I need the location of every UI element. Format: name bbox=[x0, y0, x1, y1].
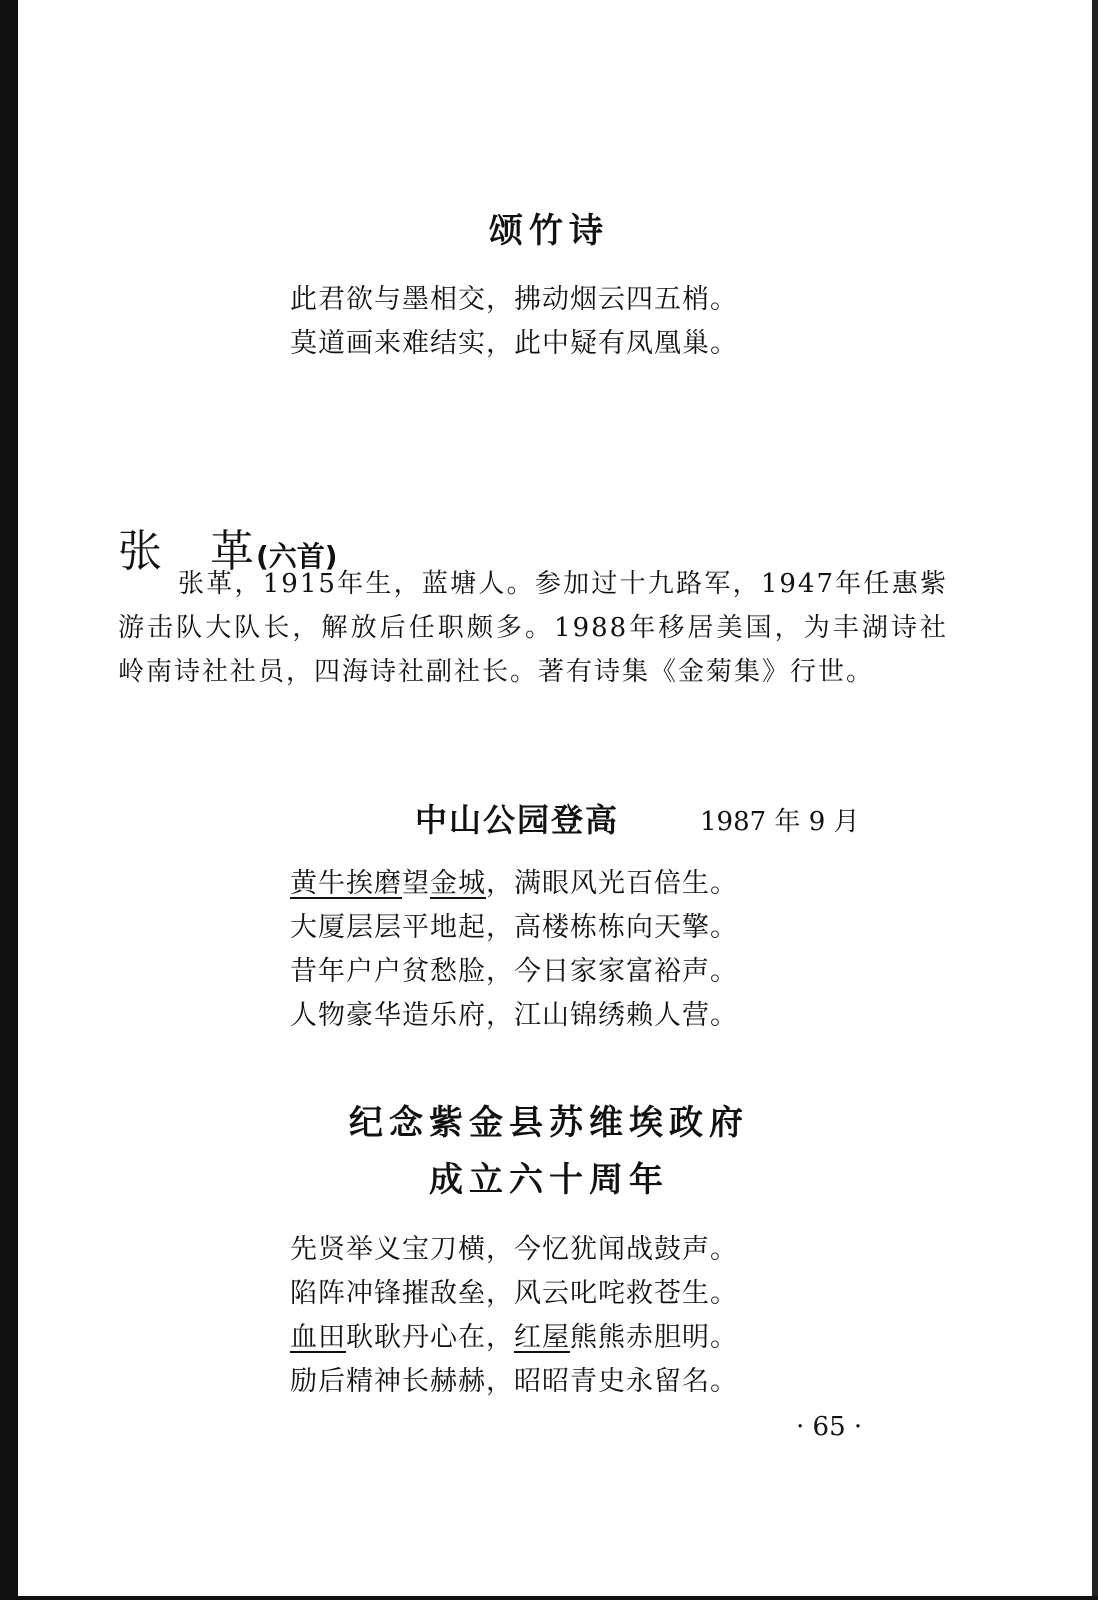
poem-line: 昔年户户贫愁脸，今日家家富裕声。 bbox=[290, 956, 738, 987]
text-segment: ，满眼风光百倍生。 bbox=[486, 868, 738, 899]
poem-line: 大厦层层平地起，高楼栋栋向天擎。 bbox=[290, 912, 738, 943]
underlined-place-name: 金城 bbox=[430, 868, 486, 899]
poem-title-bamboo: 颂竹诗 bbox=[489, 211, 609, 251]
poem-line bbox=[290, 1316, 738, 1360]
poem-count: (六首) bbox=[256, 540, 338, 573]
poem-title-soviet-line1: 纪念紫金县苏维埃政府 bbox=[349, 1103, 749, 1143]
poem-line: 先贤举义宝刀横，今忆犹闻战鼓声。 bbox=[290, 1234, 738, 1265]
scan-edge-bottom bbox=[0, 1596, 1098, 1600]
text-segment: 耿耿丹心在， bbox=[346, 1322, 514, 1353]
poem-zhongshan-body bbox=[290, 862, 738, 1038]
poem-bamboo-body bbox=[290, 278, 738, 366]
poem-title-zhongshan: 中山公园登高 bbox=[415, 801, 620, 839]
poem-line: 人物豪华造乐府，江山锦绣赖人营。 bbox=[290, 1000, 738, 1031]
poem-line: 莫道画来难结实，此中疑有凤凰巢。 bbox=[290, 328, 738, 359]
poem-date: 1987 年 9 月 bbox=[700, 807, 860, 837]
underlined-place-name: 黄牛挨磨 bbox=[290, 868, 402, 899]
poem-line bbox=[290, 862, 738, 906]
underlined-place-name: 红屋 bbox=[514, 1322, 570, 1353]
poem-line: 励后精神长赫赫，昭昭青史永留名。 bbox=[290, 1366, 738, 1397]
underlined-place-name: 血田 bbox=[290, 1322, 346, 1353]
author-bio: 张革，1915年生，蓝塘人。参加过十九路军，1947年任惠紫游击队大队长，解放后任职颇多。1988年移居美国，为丰湖诗社岭南诗社社员，四海诗社副社长。著有诗集《金菊集》行世。 bbox=[118, 569, 948, 687]
poem-line: 此君欲与墨相交，拂动烟云四五梢。 bbox=[290, 284, 738, 315]
author-name: 张 革 bbox=[118, 526, 256, 577]
poem-line: 陷阵冲锋摧敌垒，风云叱咤救苍生。 bbox=[290, 1278, 738, 1309]
text-segment: 熊熊赤胆明。 bbox=[570, 1322, 738, 1353]
poem-soviet-body bbox=[290, 1228, 738, 1404]
poem-title-soviet-line2: 成立六十周年 bbox=[429, 1160, 669, 1200]
text-segment: 望 bbox=[402, 868, 430, 899]
page-number: · 65 · bbox=[796, 1412, 863, 1442]
